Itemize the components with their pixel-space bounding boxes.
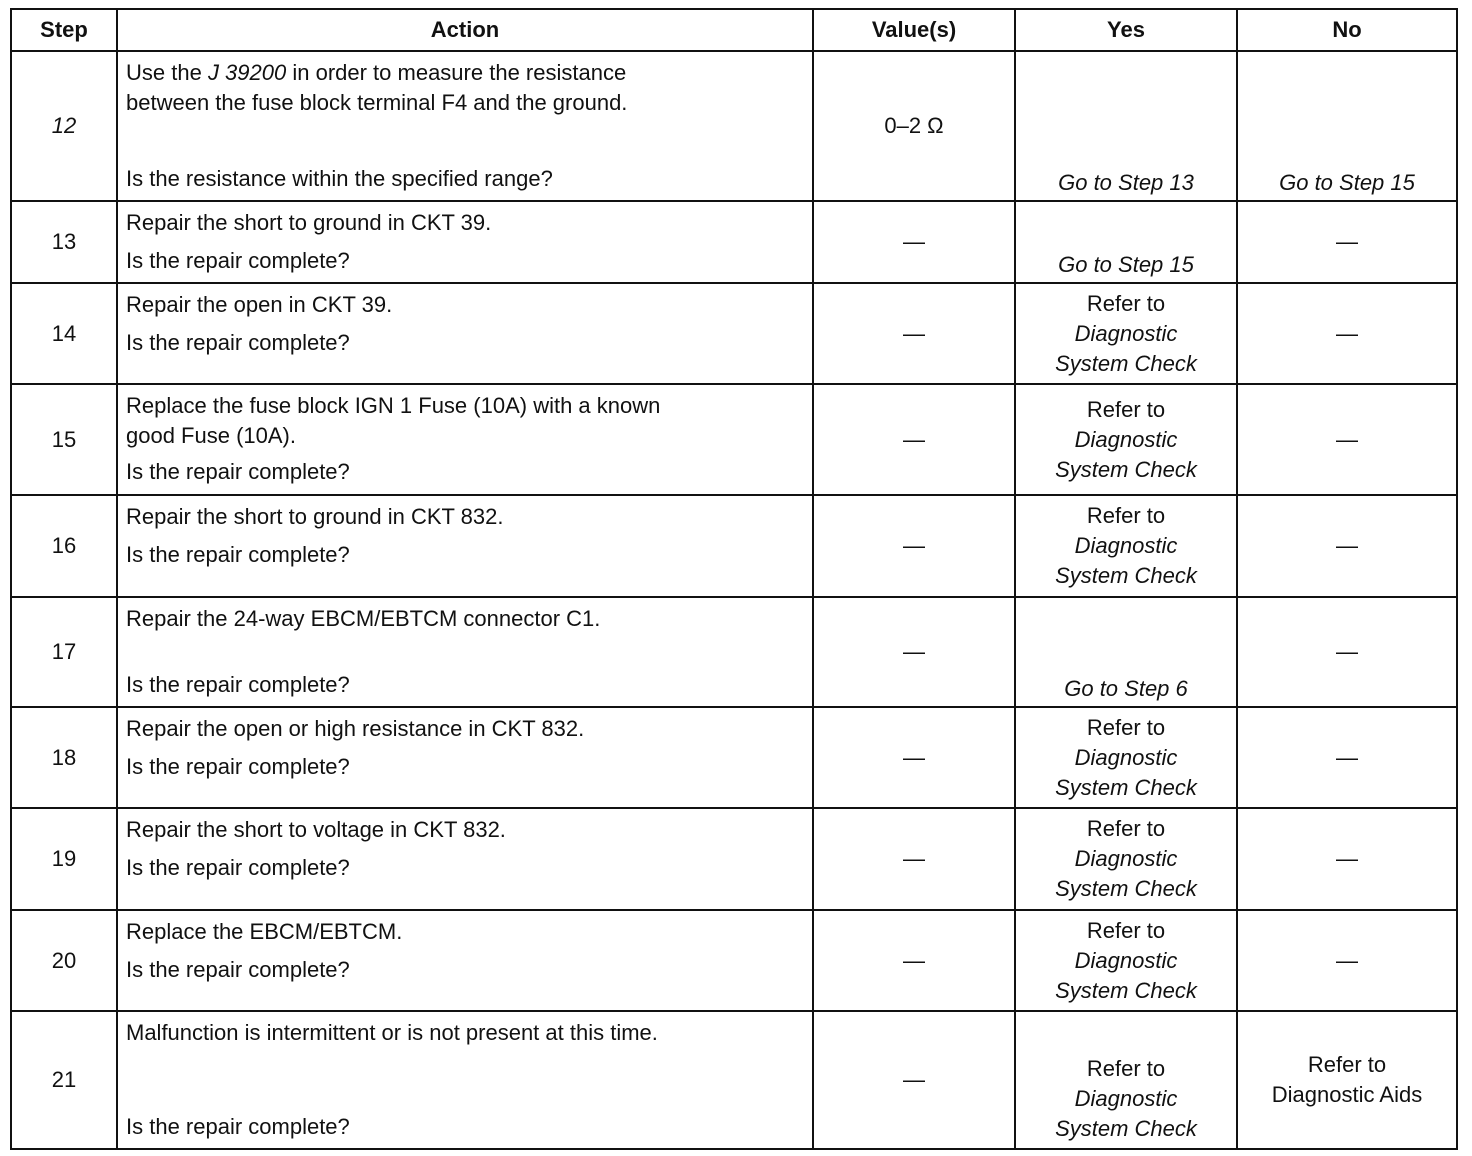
value-cell: 0–2 Ω xyxy=(813,51,1015,201)
value-cell: — xyxy=(813,910,1015,1011)
action-question: Is the repair complete? xyxy=(126,459,350,484)
action-cell xyxy=(117,707,813,808)
action-text-line2: between the fuse block terminal F4 and the ground. xyxy=(126,90,628,115)
action-text: Replace the EBCM/EBTCM. xyxy=(126,919,403,944)
value-cell: — xyxy=(813,808,1015,910)
action-text: Repair the open or high resistance in CKT 832. xyxy=(126,716,585,741)
value-cell: — xyxy=(813,384,1015,495)
value-cell: — xyxy=(813,201,1015,283)
action-cell xyxy=(117,910,813,1011)
table-row xyxy=(11,283,1457,384)
no-cell: — xyxy=(1237,201,1457,283)
tool-reference: J 39200 xyxy=(207,60,287,85)
no-cell: Go to Step 15 xyxy=(1237,51,1457,201)
step-number: 20 xyxy=(11,910,117,1011)
action-cell xyxy=(117,597,813,707)
action-question: Is the repair complete? xyxy=(126,672,350,697)
action-cell xyxy=(117,808,813,910)
table-row xyxy=(11,201,1457,283)
action-text: Repair the 24-way EBCM/EBTCM connector C1. xyxy=(126,606,601,631)
step-number: 16 xyxy=(11,495,117,597)
action-text: Repair the short to ground in CKT 832. xyxy=(126,504,504,529)
step-number: 15 xyxy=(11,384,117,495)
yes-cell: Refer to Diagnostic System Check xyxy=(1015,808,1237,910)
action-question: Is the repair complete? xyxy=(126,855,350,880)
header-step: Step xyxy=(11,9,117,51)
action-cell xyxy=(117,495,813,597)
no-cell: — xyxy=(1237,384,1457,495)
table-row xyxy=(11,808,1457,910)
action-text: Replace the fuse block IGN 1 Fuse (10A) with a known xyxy=(126,393,661,418)
action-question: Is the resistance within the specified range? xyxy=(126,166,553,191)
step-number: 14 xyxy=(11,283,117,384)
action-cell xyxy=(117,283,813,384)
yes-cell: Refer to Diagnostic System Check xyxy=(1015,707,1237,808)
action-text: Repair the short to ground in CKT 39. xyxy=(126,210,492,235)
table-row xyxy=(11,597,1457,707)
yes-cell: Refer to Diagnostic System Check xyxy=(1015,384,1237,495)
step-number: 19 xyxy=(11,808,117,910)
no-cell: — xyxy=(1237,808,1457,910)
action-cell xyxy=(117,201,813,283)
action-cell xyxy=(117,1011,813,1149)
table-row xyxy=(11,707,1457,808)
diagnostic-table xyxy=(10,8,1458,1150)
yes-cell: Go to Step 6 xyxy=(1015,597,1237,707)
action-text: Malfunction is intermittent or is not present at this time. xyxy=(126,1020,658,1045)
action-question: Is the repair complete? xyxy=(126,754,350,779)
no-cell: — xyxy=(1237,707,1457,808)
yes-cell: Refer to Diagnostic System Check xyxy=(1015,495,1237,597)
value-cell: — xyxy=(813,707,1015,808)
step-number: 13 xyxy=(11,201,117,283)
value-cell: — xyxy=(813,597,1015,707)
action-question: Is the repair complete? xyxy=(126,957,350,982)
step-number: 17 xyxy=(11,597,117,707)
action-text-line2: good Fuse (10A). xyxy=(126,423,296,448)
header-action: Action xyxy=(117,9,813,51)
value-cell: — xyxy=(813,495,1015,597)
action-text: Repair the open in CKT 39. xyxy=(126,292,393,317)
no-cell: — xyxy=(1237,495,1457,597)
no-cell: — xyxy=(1237,910,1457,1011)
yes-cell: Go to Step 13 xyxy=(1015,51,1237,201)
no-cell: — xyxy=(1237,283,1457,384)
action-text: Repair the short to voltage in CKT 832. xyxy=(126,817,506,842)
table-row xyxy=(11,1011,1457,1149)
header-values: Value(s) xyxy=(813,9,1015,51)
yes-cell: Refer to Diagnostic System Check xyxy=(1015,910,1237,1011)
yes-cell: Go to Step 15 xyxy=(1015,201,1237,283)
action-cell xyxy=(117,51,813,201)
action-question: Is the repair complete? xyxy=(126,330,350,355)
header-no: No xyxy=(1237,9,1457,51)
table-row xyxy=(11,910,1457,1011)
action-question: Is the repair complete? xyxy=(126,1114,350,1139)
yes-cell: Refer to Diagnostic System Check xyxy=(1015,1011,1237,1149)
header-yes: Yes xyxy=(1015,9,1237,51)
step-number: 21 xyxy=(11,1011,117,1149)
no-cell: Refer to Diagnostic Aids xyxy=(1237,1011,1457,1149)
action-question: Is the repair complete? xyxy=(126,542,350,567)
step-number: 12 xyxy=(11,51,117,201)
value-cell: — xyxy=(813,1011,1015,1149)
table-row xyxy=(11,495,1457,597)
step-number: 18 xyxy=(11,707,117,808)
yes-cell: Refer to Diagnostic System Check xyxy=(1015,283,1237,384)
no-cell: — xyxy=(1237,597,1457,707)
header-row xyxy=(11,9,1457,51)
action-text: Use the J 39200 in order to measure the resistance xyxy=(126,60,627,85)
table-row xyxy=(11,384,1457,495)
table-row xyxy=(11,51,1457,201)
action-cell xyxy=(117,384,813,495)
action-question: Is the repair complete? xyxy=(126,248,350,273)
value-cell: — xyxy=(813,283,1015,384)
